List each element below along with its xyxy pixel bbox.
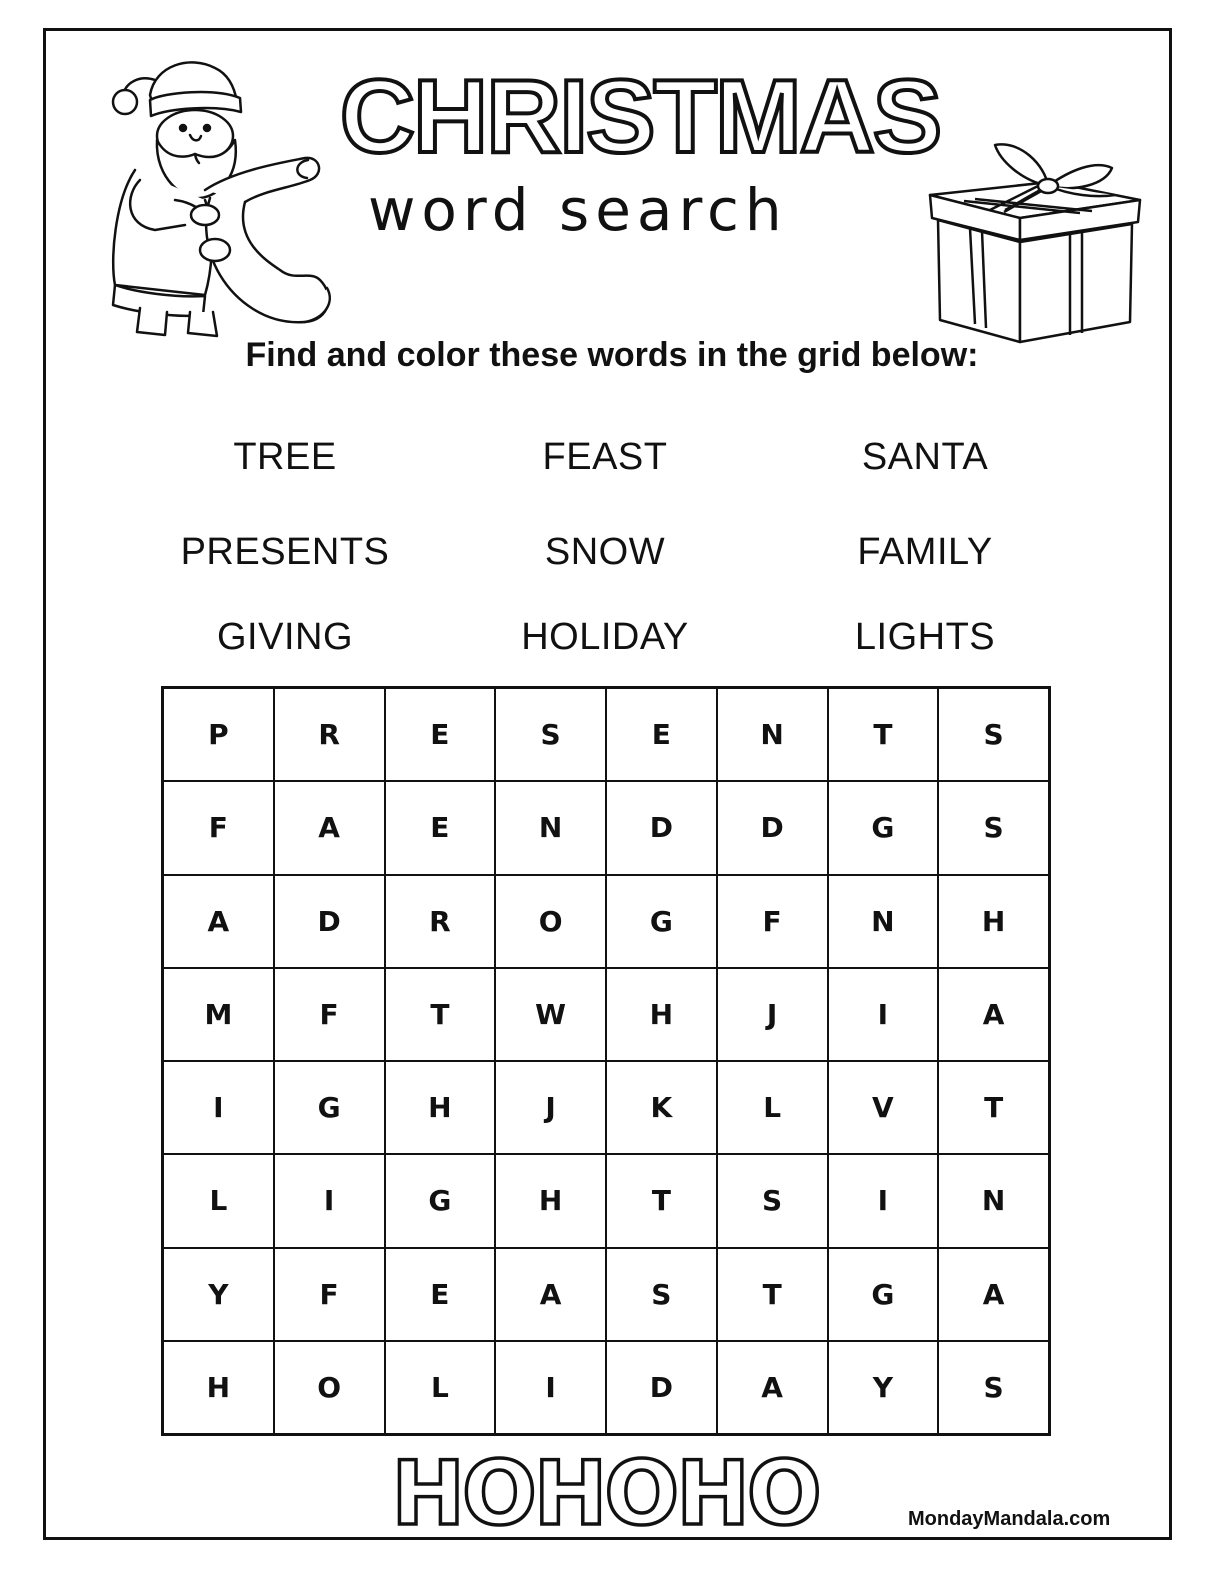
grid-cell[interactable]: J bbox=[495, 1061, 606, 1154]
hohoho-banner bbox=[391, 1440, 819, 1545]
site-credit: MondayMandala.com bbox=[908, 1508, 1111, 1530]
word-list-item: TREE bbox=[233, 436, 337, 478]
grid-cell[interactable]: T bbox=[717, 1248, 828, 1341]
grid-cell[interactable]: E bbox=[385, 688, 496, 781]
grid-cell[interactable]: H bbox=[385, 1061, 496, 1154]
grid-cell[interactable]: I bbox=[274, 1154, 385, 1247]
grid-cell[interactable]: L bbox=[385, 1341, 496, 1434]
grid-cell[interactable]: L bbox=[717, 1061, 828, 1154]
grid-cell[interactable]: N bbox=[495, 781, 606, 874]
grid-cell[interactable]: F bbox=[717, 875, 828, 968]
grid-cell[interactable]: T bbox=[938, 1061, 1049, 1154]
grid-cell[interactable]: G bbox=[828, 781, 939, 874]
grid-cell[interactable]: P bbox=[163, 688, 274, 781]
grid-cell[interactable]: A bbox=[717, 1341, 828, 1434]
grid-cell[interactable]: V bbox=[828, 1061, 939, 1154]
grid-cell[interactable]: D bbox=[274, 875, 385, 968]
grid-cell[interactable]: I bbox=[495, 1341, 606, 1434]
grid-cell[interactable]: O bbox=[274, 1341, 385, 1434]
grid-cell[interactable]: W bbox=[495, 968, 606, 1061]
grid-cell[interactable]: N bbox=[828, 875, 939, 968]
grid-cell[interactable]: E bbox=[606, 688, 717, 781]
grid-cell[interactable]: S bbox=[938, 1341, 1049, 1434]
word-list-item: SNOW bbox=[544, 531, 666, 573]
grid-cell[interactable]: F bbox=[274, 1248, 385, 1341]
grid-cell[interactable]: H bbox=[495, 1154, 606, 1247]
word-list-item: HOLIDAY bbox=[521, 616, 689, 658]
grid-cell[interactable]: O bbox=[495, 875, 606, 968]
word-list-item: PRESENTS bbox=[180, 531, 390, 573]
grid-cell[interactable]: H bbox=[938, 875, 1049, 968]
word-list-item: FEAST bbox=[542, 436, 668, 478]
grid-cell[interactable]: S bbox=[938, 781, 1049, 874]
grid-cell[interactable]: A bbox=[495, 1248, 606, 1341]
grid-cell[interactable]: T bbox=[828, 688, 939, 781]
grid-cell[interactable]: E bbox=[385, 781, 496, 874]
grid-cell[interactable]: I bbox=[163, 1061, 274, 1154]
grid-cell[interactable]: T bbox=[385, 968, 496, 1061]
grid-cell[interactable]: F bbox=[163, 781, 274, 874]
word-list-item: LIGHTS bbox=[854, 616, 996, 658]
page-subtitle: word search bbox=[368, 176, 788, 244]
grid-cell[interactable]: S bbox=[938, 688, 1049, 781]
instructions-text: Find and color these words in the grid below: bbox=[245, 336, 979, 374]
grid-cell[interactable]: Y bbox=[828, 1341, 939, 1434]
grid-cell[interactable]: E bbox=[385, 1248, 496, 1341]
word-search-grid bbox=[161, 686, 1051, 1436]
grid-cell[interactable]: N bbox=[938, 1154, 1049, 1247]
grid-cell[interactable]: H bbox=[606, 968, 717, 1061]
grid-cell[interactable]: N bbox=[717, 688, 828, 781]
grid-cell[interactable]: G bbox=[606, 875, 717, 968]
grid-cell[interactable]: T bbox=[606, 1154, 717, 1247]
grid-cell[interactable]: S bbox=[606, 1248, 717, 1341]
grid-cell[interactable]: F bbox=[274, 968, 385, 1061]
grid-cell[interactable]: A bbox=[938, 1248, 1049, 1341]
grid-cell[interactable]: A bbox=[163, 875, 274, 968]
page-title: CHRISTMAS bbox=[339, 59, 941, 175]
gift-box-illustration bbox=[920, 140, 1150, 350]
word-list-item: SANTA bbox=[861, 436, 989, 478]
grid-cell[interactable]: S bbox=[717, 1154, 828, 1247]
word-list-item: GIVING bbox=[216, 616, 354, 658]
grid-cell[interactable]: G bbox=[274, 1061, 385, 1154]
grid-cell[interactable]: I bbox=[828, 968, 939, 1061]
title-outline bbox=[300, 59, 980, 175]
grid-cell[interactable]: R bbox=[385, 875, 496, 968]
grid-cell[interactable]: R bbox=[274, 688, 385, 781]
grid-cell[interactable]: L bbox=[163, 1154, 274, 1247]
grid-cell[interactable]: A bbox=[274, 781, 385, 874]
grid-cell[interactable]: Y bbox=[163, 1248, 274, 1341]
grid-cell[interactable]: D bbox=[717, 781, 828, 874]
grid-cell[interactable]: D bbox=[606, 781, 717, 874]
grid-cell[interactable]: G bbox=[828, 1248, 939, 1341]
hohoho-text: HOHOHO bbox=[391, 1442, 819, 1545]
grid-cell[interactable]: I bbox=[828, 1154, 939, 1247]
grid-cell[interactable]: H bbox=[163, 1341, 274, 1434]
word-list-item: FAMILY bbox=[857, 531, 993, 573]
grid-cell[interactable]: A bbox=[938, 968, 1049, 1061]
grid-cell[interactable]: J bbox=[717, 968, 828, 1061]
grid-cell[interactable]: S bbox=[495, 688, 606, 781]
grid-cell[interactable]: G bbox=[385, 1154, 496, 1247]
grid-cell[interactable]: K bbox=[606, 1061, 717, 1154]
grid-cell[interactable]: D bbox=[606, 1341, 717, 1434]
grid-cell[interactable]: M bbox=[163, 968, 274, 1061]
